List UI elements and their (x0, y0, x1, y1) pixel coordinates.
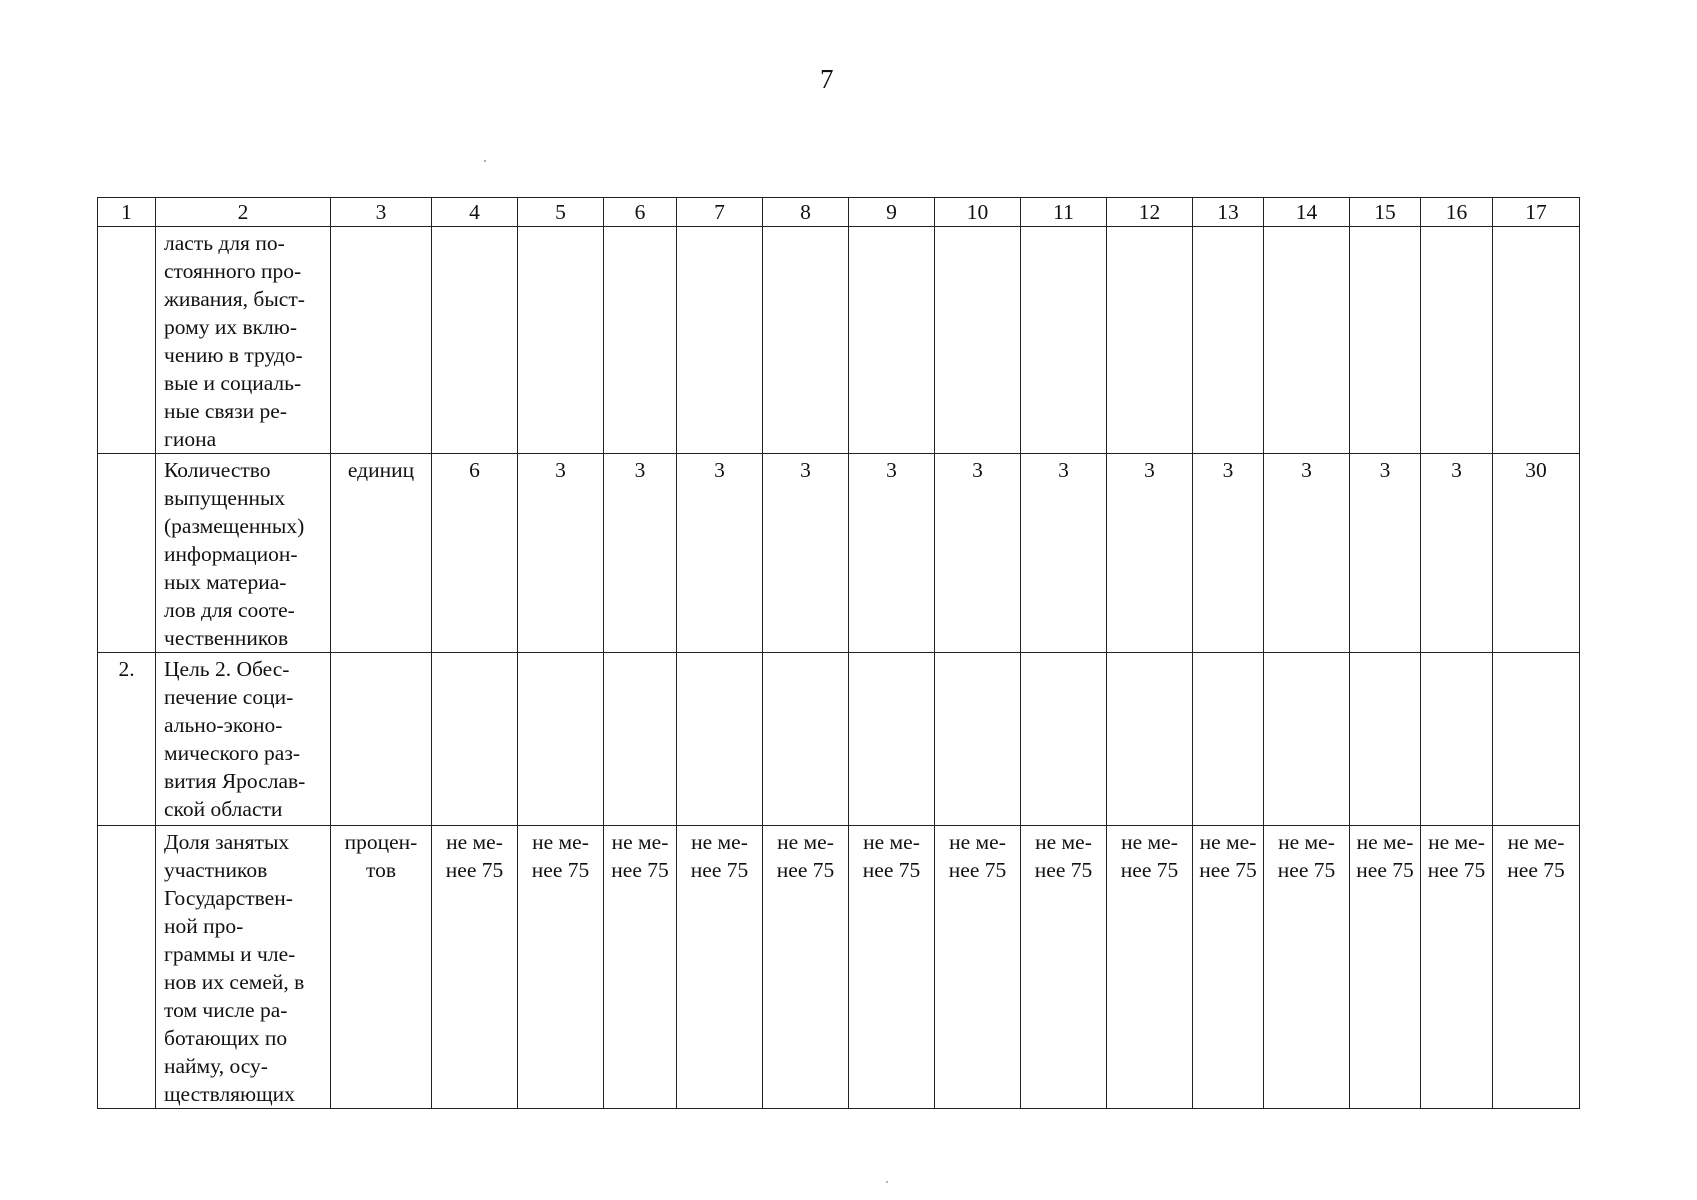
value-line: 3 (972, 458, 983, 482)
indicator-name-line: граммы и чле- (164, 942, 296, 966)
unit-cell (331, 227, 432, 454)
value-line: нее 75 (690, 858, 749, 882)
header-cell: 4 (432, 198, 518, 227)
value-line: 3 (1451, 458, 1462, 482)
header-cell: 10 (935, 198, 1021, 227)
value-cell (677, 653, 763, 826)
value-cell (604, 227, 677, 454)
value-line: не ме- (777, 830, 834, 854)
header-cell: 2 (156, 198, 331, 227)
unit-cell (331, 653, 432, 826)
indicator-name-line: нов их семей, в (164, 970, 305, 994)
value-line: 3 (1379, 458, 1391, 482)
value-line: нее 75 (531, 858, 590, 882)
value-line: 3 (1301, 458, 1312, 482)
value-cell (763, 227, 849, 454)
value-line: нее 75 (445, 858, 504, 882)
value-cell (604, 454, 677, 653)
value-cell (1350, 454, 1421, 653)
value-line: не ме- (1121, 830, 1178, 854)
indicators-table (97, 197, 1580, 1109)
indicator-name-line: ных материа- (164, 570, 287, 594)
indicator-name-line: живания, быст- (164, 287, 305, 311)
value-cell (935, 826, 1021, 1109)
value-cell (1421, 826, 1493, 1109)
value-cell (604, 826, 677, 1109)
value-cell (849, 227, 935, 454)
value-cell (518, 454, 604, 653)
indicator-name-line: печение соци- (164, 685, 294, 709)
unit-line: процен- (344, 830, 418, 854)
header-cell: 12 (1107, 198, 1193, 227)
value-line: нее 75 (1356, 858, 1414, 882)
header-cell: 17 (1493, 198, 1580, 227)
indicator-name-line: ботающих по (164, 1026, 288, 1050)
value-cell (1107, 227, 1193, 454)
value-cell (849, 653, 935, 826)
value-cell (935, 653, 1021, 826)
value-cell (1193, 826, 1264, 1109)
value-cell (1264, 227, 1350, 454)
indicator-name-line: информацион- (164, 542, 298, 566)
indicator-name-line: мического раз- (164, 741, 301, 765)
value-line: 3 (1058, 458, 1069, 482)
scan-speck (886, 1181, 888, 1183)
value-cell (935, 227, 1021, 454)
indicator-name-line: ществляющих (164, 1082, 295, 1106)
table-row (98, 454, 1580, 653)
value-cell (1107, 653, 1193, 826)
value-line: нее 75 (611, 858, 669, 882)
value-cell (432, 826, 518, 1109)
indicator-name-line: ные связи ре- (164, 399, 287, 423)
value-line: не ме- (1356, 830, 1414, 854)
unit-cell (331, 454, 432, 653)
header-cell: 11 (1021, 198, 1107, 227)
unit-cell (331, 826, 432, 1109)
value-cell (518, 227, 604, 454)
value-line: нее 75 (1277, 858, 1336, 882)
indicator-name-line: гиона (164, 427, 217, 451)
value-line: нее 75 (1034, 858, 1093, 882)
value-line: нее 75 (1427, 858, 1486, 882)
value-cell (677, 454, 763, 653)
value-line: нее 75 (1507, 858, 1565, 882)
value-cell (432, 454, 518, 653)
value-cell (1493, 826, 1580, 1109)
header-cell: 3 (331, 198, 432, 227)
header-cell: 9 (849, 198, 935, 227)
indicator-name-line: чественников (164, 626, 289, 650)
value-line: нее 75 (948, 858, 1007, 882)
value-cell (1350, 653, 1421, 826)
value-line: 3 (1144, 458, 1155, 482)
value-line: 6 (469, 458, 480, 482)
indicator-name-line: лов для сооте- (164, 598, 295, 622)
indicator-name-cell (156, 653, 331, 826)
unit-line: единиц (347, 458, 415, 482)
indicator-name-line: Количество (164, 458, 271, 482)
value-line: не ме- (1278, 830, 1335, 854)
value-line: не ме- (1428, 830, 1485, 854)
indicator-name-line: (размещенных) (164, 514, 305, 538)
value-line: нее 75 (776, 858, 835, 882)
indicator-name-line: стоянного про- (164, 259, 302, 283)
value-line: не ме- (611, 830, 669, 854)
indicator-name-line: Государствен- (164, 886, 293, 910)
unit-line: тов (365, 858, 396, 882)
header-cell: 15 (1350, 198, 1421, 227)
value-cell (1493, 454, 1580, 653)
indicator-name-line: ской области (164, 797, 283, 821)
indicator-name-line: том числе ра- (164, 998, 288, 1022)
row-number-cell (98, 454, 156, 653)
value-line: не ме- (863, 830, 920, 854)
row-number-cell: 2. (98, 653, 156, 826)
value-cell (604, 653, 677, 826)
value-cell (1107, 826, 1193, 1109)
value-line: не ме- (949, 830, 1006, 854)
header-cell: 13 (1193, 198, 1264, 227)
value-line: не ме- (1035, 830, 1092, 854)
indicator-name-line: Доля занятых (164, 830, 290, 854)
header-cell: 1 (98, 198, 156, 227)
indicator-name-line: Цель 2. Обес- (164, 657, 290, 681)
header-cell: 5 (518, 198, 604, 227)
value-cell (1021, 454, 1107, 653)
table-row (98, 227, 1580, 454)
value-cell (1021, 227, 1107, 454)
header-row (98, 198, 1580, 227)
value-cell (763, 826, 849, 1109)
value-line: 3 (1222, 458, 1234, 482)
value-line: 3 (800, 458, 811, 482)
value-line: не ме- (532, 830, 589, 854)
row-number-cell (98, 227, 156, 454)
page-number: 7 (820, 64, 834, 94)
value-cell (1193, 653, 1264, 826)
row-number-cell (98, 826, 156, 1109)
table-row (98, 826, 1580, 1109)
value-cell (1021, 653, 1107, 826)
indicator-name-line: ной про- (164, 914, 244, 938)
value-line: нее 75 (1199, 858, 1257, 882)
indicator-name-line: выпущенных (164, 486, 286, 510)
value-cell (1421, 454, 1493, 653)
value-cell (1421, 653, 1493, 826)
value-cell (432, 227, 518, 454)
value-cell (1264, 826, 1350, 1109)
value-cell (1264, 454, 1350, 653)
value-cell (1264, 653, 1350, 826)
table-body (98, 198, 1580, 1109)
value-line: не ме- (691, 830, 748, 854)
value-line: 3 (714, 458, 725, 482)
indicator-name-cell (156, 826, 331, 1109)
indicator-name-line: вые и социаль- (164, 371, 302, 395)
value-cell (1193, 227, 1264, 454)
value-line: 30 (1525, 458, 1547, 482)
value-cell (677, 826, 763, 1109)
value-cell (518, 653, 604, 826)
header-cell: 8 (763, 198, 849, 227)
value-line: не ме- (446, 830, 503, 854)
value-line: не ме- (1507, 830, 1565, 854)
indicator-name-line: ально-эконо- (164, 713, 283, 737)
value-cell (935, 454, 1021, 653)
value-line: 3 (634, 458, 646, 482)
value-cell (677, 227, 763, 454)
value-cell (849, 826, 935, 1109)
indicator-name-cell (156, 227, 331, 454)
value-cell (763, 454, 849, 653)
value-line: 3 (555, 458, 566, 482)
value-cell (518, 826, 604, 1109)
value-cell (432, 653, 518, 826)
value-cell (1021, 826, 1107, 1109)
value-cell (763, 653, 849, 826)
value-cell (1493, 227, 1580, 454)
header-cell: 14 (1264, 198, 1350, 227)
value-line: нее 75 (1120, 858, 1179, 882)
value-cell (849, 454, 935, 653)
value-cell (1107, 454, 1193, 653)
value-cell (1193, 454, 1264, 653)
header-cell: 6 (604, 198, 677, 227)
scan-speck (484, 160, 486, 162)
value-cell (1350, 826, 1421, 1109)
indicator-name-cell (156, 454, 331, 653)
value-line: нее 75 (862, 858, 921, 882)
indicator-name-line: найму, осу- (164, 1054, 268, 1078)
header-cell: 7 (677, 198, 763, 227)
indicator-name-line: рому их вклю- (164, 315, 297, 339)
value-cell (1350, 227, 1421, 454)
indicator-name-line: участников (164, 858, 268, 882)
value-line: не ме- (1199, 830, 1257, 854)
value-line: 3 (886, 458, 897, 482)
value-cell (1421, 227, 1493, 454)
table-row (98, 653, 1580, 826)
indicator-name-line: ласть для по- (164, 231, 285, 255)
indicator-name-line: вития Ярослав- (164, 769, 306, 793)
header-cell: 16 (1421, 198, 1493, 227)
value-cell (1493, 653, 1580, 826)
indicator-name-line: чению в трудо- (164, 343, 303, 367)
